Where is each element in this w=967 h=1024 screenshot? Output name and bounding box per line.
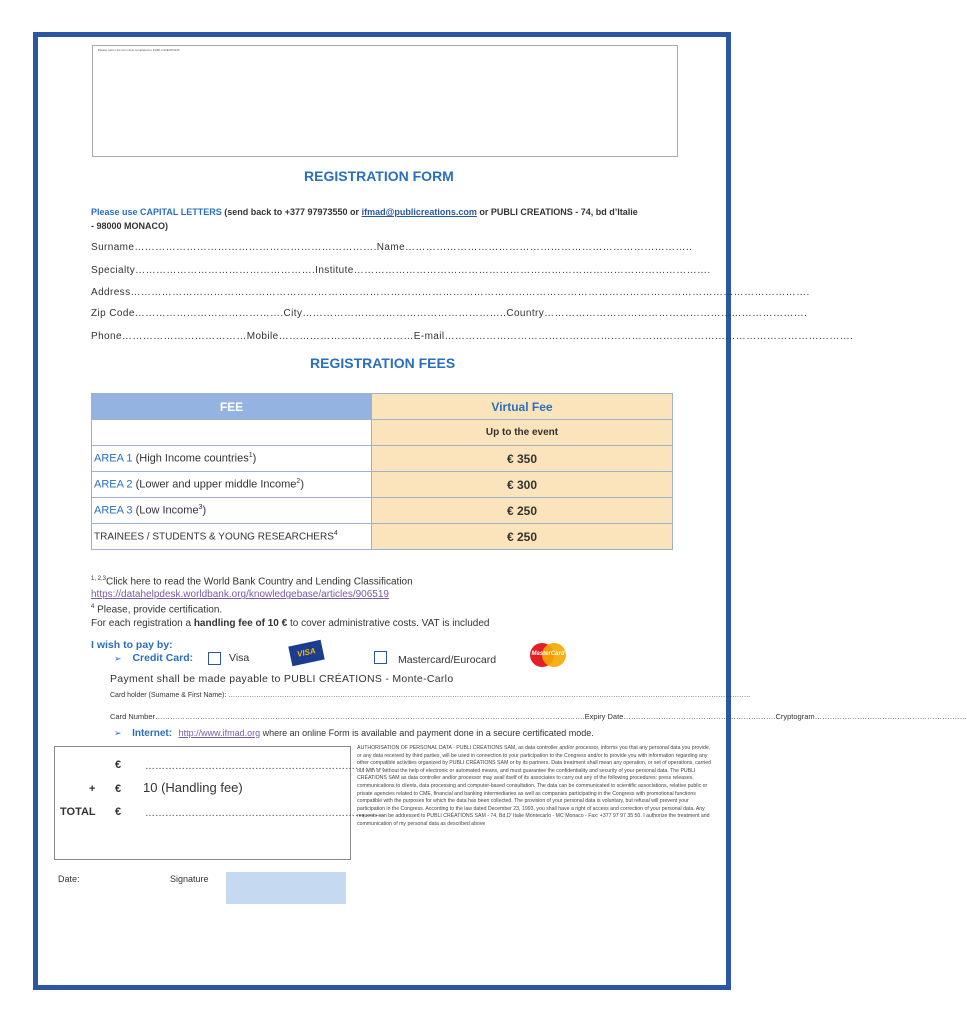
address-text-line2: - 98000 MONACO) [91, 221, 169, 231]
plus-sign: + [89, 783, 96, 795]
footnote-marker: 1, 2,3 [91, 576, 107, 582]
fee-price: € 250 [372, 498, 673, 524]
pay-by-heading: I wish to pay by: [91, 639, 173, 651]
address-field[interactable]: Address……………………………………………………………………………………………………………………………………………………………………………. [91, 287, 810, 298]
footnote-ref: 2 [296, 478, 301, 486]
table-row [92, 472, 673, 498]
empty-cell [92, 420, 372, 446]
fees-subheader-row [92, 420, 673, 446]
fee-price: € 300 [372, 472, 673, 498]
fee-price: € 350 [372, 446, 673, 472]
visa-label: Visa [229, 652, 250, 665]
card-number-field[interactable]: Card Number……………………………………………………………………………………………………………………………………………………….Expiry Date…………………………………………………….Cryptogram……………………………………………………. [110, 712, 967, 721]
footnotes [91, 573, 691, 630]
mastercard-logo-text: MasterCard [531, 651, 565, 657]
area-desc: (High Income countries [132, 452, 249, 465]
area-desc-tail: ) [202, 504, 207, 517]
phone-mobile-email-field[interactable]: Phone………………………………Mobile…………………………………E-mail………………………………………………………………………………………………………. [91, 331, 854, 342]
visa-logo-icon: VISA [288, 640, 324, 666]
signature-box[interactable] [226, 872, 346, 904]
fee-column-header: FEE [92, 394, 372, 420]
area-desc-tail: ) [300, 478, 304, 491]
certification-note: Please, provide certification. [94, 604, 223, 616]
footnote-ref: 3 [198, 504, 203, 512]
payable-note: Payment shall be made payable to PUBLI CRÉATIONS - Monte-Carlo [110, 673, 454, 685]
registration-form-title: REGISTRATION FORM [304, 168, 454, 184]
amount-euro-sign: € [115, 759, 122, 771]
table-row [92, 524, 673, 550]
handling-fee-bold: handling fee of 10 € [193, 617, 288, 629]
zip-city-country-field[interactable]: Zip Code…………………………………….City…………………………………………………..Country…………………………………………………………………. [91, 308, 808, 319]
signature-label: Signature [170, 874, 209, 884]
footnote-marker: 4 [91, 604, 95, 611]
capital-letters-note: Please use CAPITAL LETTERS [91, 207, 222, 217]
card-options-row [114, 646, 714, 672]
handling-note-post: to cover administrative costs. VAT is included [287, 617, 490, 629]
mastercard-label: Mastercard/Eurocard [398, 654, 497, 666]
bullet-arrow-icon: ➢ [114, 728, 122, 738]
mastercard-checkbox[interactable] [374, 651, 387, 664]
virtual-fee-column-header: Virtual Fee [372, 394, 673, 420]
area-desc: (Low Income [132, 504, 199, 517]
worldbank-link[interactable]: https://datahelpdesk.worldbank.org/knowledgebase/articles/906519 [91, 589, 389, 601]
header-placeholder-box [92, 45, 678, 157]
table-row [92, 446, 673, 472]
address-text: or PUBLI CREATIONS - 74, bd d’Italie [479, 207, 638, 217]
fee-price: € 250 [372, 524, 673, 550]
instructions [91, 205, 691, 233]
area-label: AREA 2 [94, 478, 133, 491]
area-desc-tail: ) [252, 452, 257, 465]
area-label: AREA 3 [94, 504, 133, 517]
specialty-institute-field[interactable]: Specialty…………………………………………….Institute…………………………………………………………………………………………. [91, 265, 711, 276]
internet-label: Internet: [132, 728, 173, 739]
credit-card-label: Credit Card: [132, 652, 194, 665]
send-back-text: (send back to +377 97973550 or [224, 207, 360, 217]
mastercard-logo-icon [530, 643, 566, 667]
fees-header-row [92, 394, 673, 420]
area-desc: TRAINEES / STUDENTS & YOUNG RESEARCHERS [94, 531, 334, 543]
email-link[interactable]: ifmad@publicreations.com [361, 207, 477, 217]
internet-rest-text: where an online Form is available and payment done in a secure certificated mode. [260, 728, 594, 738]
header-placeholder-text: Please return the form duly completed to PUBLI CREATIONS [98, 48, 180, 52]
table-row [92, 498, 673, 524]
area-label: AREA 1 [94, 452, 133, 465]
ifmad-link[interactable]: http://www.ifmad.org [178, 728, 261, 738]
handling-note-pre: For each registration a [91, 617, 194, 629]
visa-checkbox[interactable] [208, 652, 221, 665]
registration-fees-title: REGISTRATION FEES [310, 355, 456, 371]
handling-euro-sign: € [115, 783, 122, 795]
card-holder-field[interactable]: Card holder (Surname & First Name): …………………………………………………………………………………………………………………………………………………………………………………………………….. [110, 692, 751, 699]
footnote-ref: 1 [248, 452, 253, 460]
fees-table [91, 393, 673, 550]
bullet-arrow-icon: ➢ [114, 653, 122, 664]
up-to-event-label: Up to the event [372, 420, 673, 446]
amount-field[interactable]: ……………………………………………………………… [145, 761, 385, 772]
total-euro-sign: € [115, 806, 122, 818]
classification-text: Click here to read the World Bank Country and Lending Classification [106, 576, 413, 588]
internet-row [114, 728, 714, 739]
total-label: TOTAL [60, 806, 96, 818]
footnote-ref: 4 [333, 530, 338, 538]
total-field[interactable]: ……………………………………………………………… [145, 808, 385, 819]
surname-name-field[interactable]: Surname…………………………………………………………….Name……………………………………………………………………….. [91, 242, 693, 253]
data-authorisation-text: AUTHORISATION OF PERSONAL DATA - PUBLI CRÉATIONS SAM, as data controller and/or processor, informs you that any personal data you provide, or any data received by third parties, will be used in connection to your participation to the Congress and/or to provide you with information regarding any other compatible activities organized by PUBLI CRÉATIONS SAM or by its partners. Data treatment shall mean any operation, or set of operations, carried out with or without the help of electronic or automated means, and must guarantee the confidentiality and security of your personal data. The PUBLI CRÉATIONS SAM as data controller and/or processor may avail itself of its associates to carry out any of the following procedures: press releases, communications to clients, data processing and computer-based consultation. The data can be communicated to scientific associations, relative public or private agencies related to CME, financial and banking intermediaries as well as companies participating in the Congress with promotional functions compatible with the purposes for which the data has been collected. The provision of your personal data is voluntary, but refusal will prevent your participation in the Congress. According to the law dated December 23, 1993, you shall have a right of access and correction of your personal data. Any requests can be addressed to PUBLI CRÉATIONS SAM - 74, Bd.D' Italie Montecarlo - MC Monaco - Fax: +377 97 97 35 50. I authorize the treatment and communication of my personal data as described above [357, 745, 711, 827]
date-label: Date: [58, 874, 80, 884]
handling-fee-label: 10 (Handling fee) [143, 780, 243, 795]
area-desc: (Lower and upper middle Income [132, 478, 297, 491]
totals-box [54, 746, 385, 860]
